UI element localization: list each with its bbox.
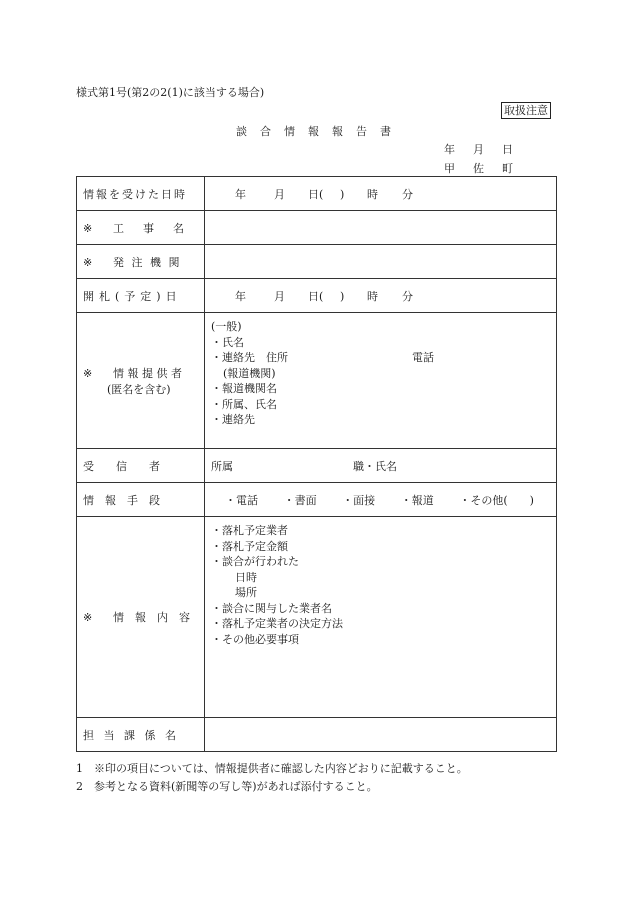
received-datetime-field[interactable]: 年 月 日( ) 時 分 (205, 177, 557, 211)
row-received-datetime (77, 177, 557, 211)
officer-field[interactable] (205, 718, 557, 752)
provider-name: ・氏名 (211, 335, 244, 349)
content-collusion: ・談合が行われた (211, 555, 299, 568)
receiver-label: 受 信 者 (77, 449, 205, 483)
content-field[interactable] (205, 517, 557, 718)
row-method (77, 483, 557, 517)
provider-affiliation: ・所属、氏名 (211, 397, 277, 411)
date-line: 年月日 (444, 143, 531, 156)
provider-label: ※ 情 報 提 供 者 (匿名を含む) (77, 313, 205, 449)
content-amount: ・落札予定金額 (211, 539, 288, 553)
method-option-document[interactable]: ・書面 (283, 493, 317, 507)
note-1: 1 ※印の項目については、情報提供者に確認した内容どおりに記載すること。 (76, 762, 468, 775)
provider-press: (報道機関) (223, 366, 276, 380)
content-other: ・その他必要事項 (211, 632, 299, 646)
received-datetime-label: 情報を受けた日時 (77, 177, 205, 211)
report-table (76, 176, 557, 752)
method-option-phone[interactable]: ・電話 (225, 493, 258, 507)
notes (76, 760, 468, 796)
form-number: 様式第1号(第2の2(1)に該当する場合) (76, 86, 265, 99)
provider-field[interactable] (205, 313, 557, 449)
row-ordering-agency (77, 245, 557, 279)
bid-opening-field[interactable]: 年 月 日( ) 時 分 (205, 279, 557, 313)
row-officer (77, 718, 557, 752)
content-method: ・落札予定業者の決定方法 (211, 617, 343, 630)
method-field (205, 483, 557, 517)
content-datetime: 日時 (235, 570, 257, 584)
row-receiver (77, 449, 557, 483)
town-name: 甲佐町 (444, 162, 531, 175)
method-option-interview[interactable]: ・面接 (342, 493, 376, 507)
document-title: 談合情報報告書 (236, 125, 404, 138)
provider-press-contact: ・連絡先 (211, 413, 255, 426)
row-content (77, 517, 557, 718)
method-label: 情 報 手 段 (77, 483, 205, 517)
provider-contact: ・連絡先 住所 電話 (211, 351, 434, 364)
provider-general: (一般) (211, 320, 242, 333)
row-project-name (77, 211, 557, 245)
row-provider (77, 313, 557, 449)
handling-badge: 取扱注意 (501, 102, 551, 119)
note-2: 2 参考となる資料(新聞等の写し等)があれば添付すること。 (76, 780, 378, 793)
officer-label: 担 当 課 係 名 (77, 718, 205, 752)
project-name-label: ※ 工 事 名 (77, 211, 205, 245)
row-bid-opening (77, 279, 557, 313)
receiver-field[interactable]: 所属 職・氏名 (205, 449, 557, 483)
ordering-agency-label: ※ 発 注 機 関 (77, 245, 205, 279)
method-option-other[interactable]: ・その他( ) (459, 493, 534, 507)
project-name-field[interactable] (205, 211, 557, 245)
bid-opening-label: 開札(予定)日 (77, 279, 205, 313)
provider-press-org: ・報道機関名 (211, 382, 277, 395)
method-option-press[interactable]: ・報道 (400, 493, 434, 507)
content-winner: ・落札予定業者 (211, 524, 288, 537)
content-place: 場所 (235, 586, 257, 599)
content-companies: ・談合に関与した業者名 (211, 601, 332, 615)
content-label: ※ 情 報 内 容 (77, 517, 205, 718)
ordering-agency-field[interactable] (205, 245, 557, 279)
